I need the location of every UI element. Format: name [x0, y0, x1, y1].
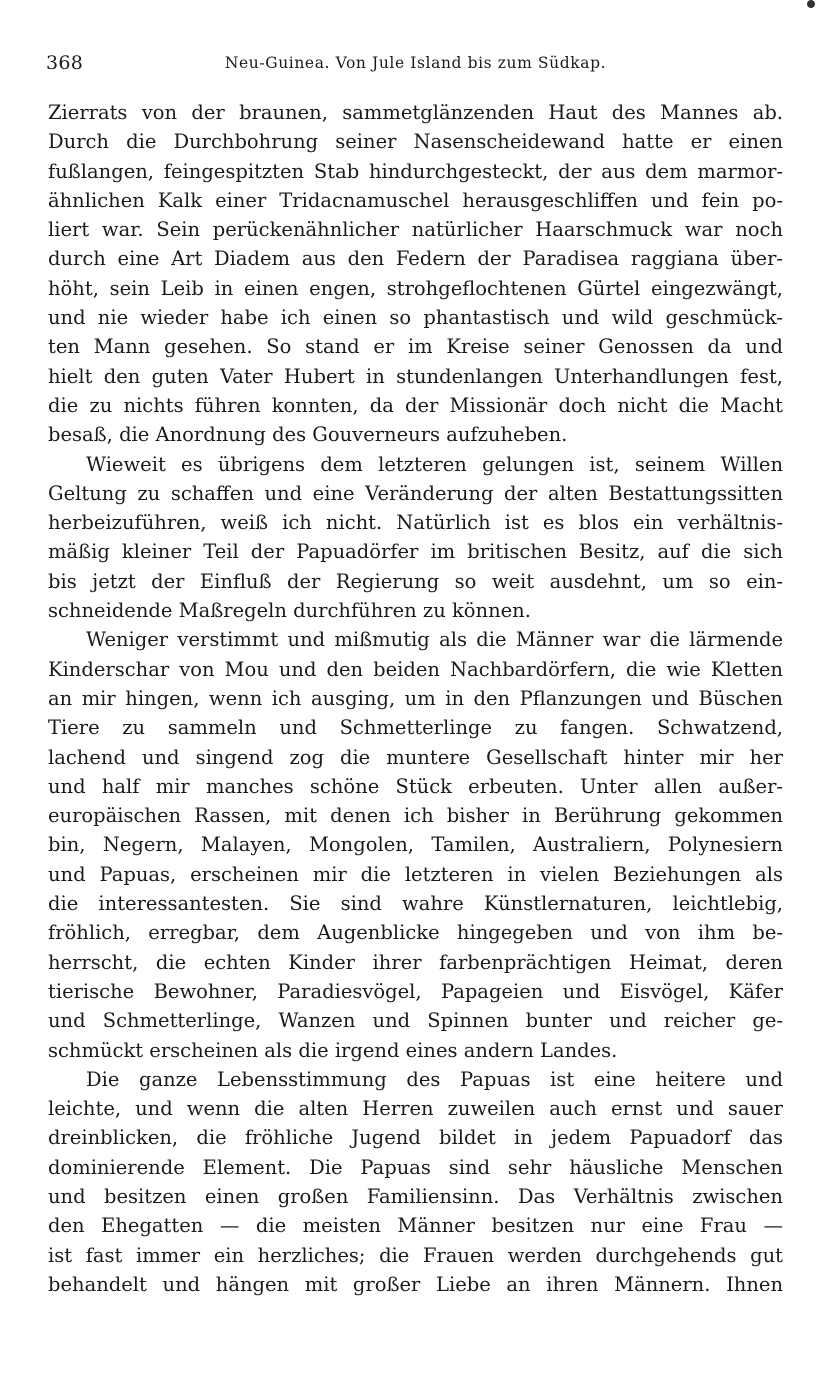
- text-line: herbeizuführen, weiß ich nicht. Natürlich ist es blos ein verhältnis-: [48, 511, 783, 535]
- text-line: schmückt erscheinen als die irgend eines andern Landes.: [48, 1038, 618, 1062]
- text-line: mäßig kleiner Teil der Papuadörfer im britischen Besitz, auf die sich: [48, 540, 783, 564]
- text-line: herrscht, die echten Kinder ihrer farbenprächtigen Heimat, deren: [48, 950, 783, 974]
- text-line: behandelt und hängen mit großer Liebe an ihren Männern. Ihnen: [48, 1272, 783, 1296]
- text-line: ten Mann gesehen. So stand er im Kreise seiner Genossen da und: [48, 335, 783, 359]
- running-head: [46, 52, 785, 78]
- text-line: Geltung zu schaffen und eine Veränderung der alten Bestattungssitten: [48, 481, 783, 505]
- text-line: fröhlich, erregbar, dem Augenblicke hingegeben und von ihm be-: [48, 921, 783, 945]
- text-line: europäischen Rassen, mit denen ich bisher in Berührung gekommen: [48, 804, 783, 828]
- text-line: ähnlichen Kalk einer Tridacnamuschel herausgeschliffen und fein po-: [48, 188, 783, 212]
- text-line: schneidende Maßregeln durchführen zu können.: [48, 599, 531, 623]
- text-line: Zierrats von der braunen, sammetglänzenden Haut des Mannes ab.: [48, 101, 783, 124]
- text-line: hielt den guten Vater Hubert in stundenlangen Unterhandlungen fest,: [48, 364, 783, 388]
- text-line: und nie wieder habe ich einen so phantastisch und wild geschmück-: [48, 306, 783, 330]
- text-line: Wieweit es übrigens dem letzteren gelungen ist, seinem Willen: [86, 452, 783, 476]
- text-line: und besitzen einen großen Familiensinn. Das Verhältnis zwischen: [48, 1184, 783, 1208]
- text-line: dreinblicken, die fröhliche Jugend bildet in jedem Papuadorf das: [48, 1126, 783, 1150]
- ink-speck: [807, 0, 815, 8]
- text-line: tierische Bewohner, Paradiesvögel, Papageien und Eisvögel, Käfer: [48, 979, 783, 1003]
- text-line: durch eine Art Diadem aus den Federn der Paradisea raggiana über-: [48, 247, 783, 271]
- paragraph: [48, 98, 783, 450]
- text-line: den Ehegatten — die meisten Männer besitzen nur eine Frau —: [48, 1214, 783, 1238]
- page-number: 368: [46, 52, 84, 74]
- text-line: dominierende Element. Die Papuas sind sehr häusliche Menschen: [48, 1155, 783, 1179]
- text-line: Weniger verstimmt und mißmutig als die Männer war die lärmende: [86, 628, 783, 652]
- text-line: Durch die Durchbohrung seiner Nasenscheidewand hatte er einen: [48, 130, 783, 154]
- text-line: und half mir manches schöne Stück erbeuten. Unter allen außer-: [48, 774, 783, 798]
- body-text: [48, 98, 783, 1299]
- text-line: die zu nichts führen konnten, da der Missionär doch nicht die Macht: [48, 393, 783, 417]
- running-title: Neu-Guinea. Von Jule Island bis zum Südkap.: [224, 54, 607, 72]
- text-line: liert war. Sein perückenähnlicher natürlicher Haarschmuck war noch: [48, 218, 783, 242]
- text-line: und Schmetterlinge, Wanzen und Spinnen bunter und reicher ge-: [48, 1009, 783, 1033]
- paragraph: [48, 625, 783, 1064]
- text-line: an mir hingen, wenn ich ausging, um in den Pflanzungen und Büschen: [48, 686, 783, 710]
- text-line: lachend und singend zog die muntere Gesellschaft hinter mir her: [48, 745, 783, 769]
- text-line: fußlangen, feingespitzten Stab hindurchgesteckt, der aus dem marmor-: [48, 159, 783, 183]
- text-line: besaß, die Anordnung des Gouverneurs aufzuheben.: [48, 423, 568, 447]
- text-line: Die ganze Lebensstimmung des Papuas ist eine heitere und: [86, 1067, 783, 1091]
- text-line: leichte, und wenn die alten Herren zuweilen auch ernst und sauer: [48, 1097, 783, 1121]
- text-line: ist fast immer ein herzliches; die Frauen werden durchgehends gut: [48, 1243, 783, 1267]
- text-line: die interessantesten. Sie sind wahre Künstlernaturen, leichtlebig,: [48, 892, 783, 916]
- text-line: Kinderschar von Mou und den beiden Nachbardörfern, die wie Kletten: [48, 657, 783, 681]
- text-line: bin, Negern, Malayen, Mongolen, Tamilen, Australiern, Polynesiern: [48, 833, 783, 857]
- text-line: höht, sein Leib in einen engen, strohgeflochtenen Gürtel eingezwängt,: [48, 276, 783, 300]
- text-line: Tiere zu sammeln und Schmetterlinge zu fangen. Schwatzend,: [48, 716, 783, 740]
- paragraph: [48, 450, 783, 626]
- paragraph: [48, 1065, 783, 1299]
- text-line: bis jetzt der Einfluß der Regierung so weit ausdehnt, um so ein-: [48, 569, 783, 593]
- text-line: und Papuas, erscheinen mir die letzteren in vielen Beziehungen als: [48, 862, 783, 886]
